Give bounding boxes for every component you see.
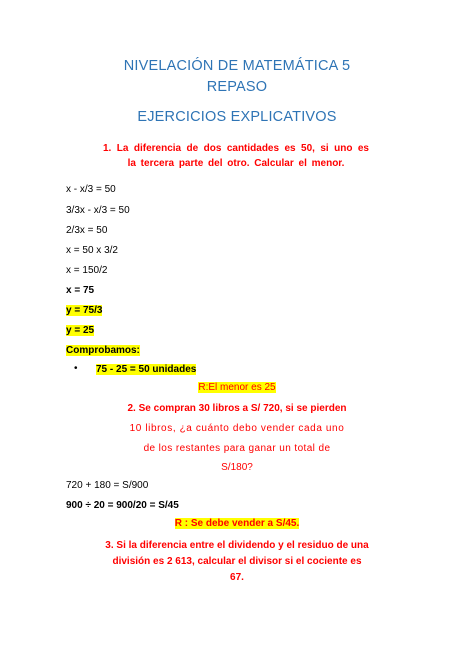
step-line: 3/3x - x/3 = 50 bbox=[66, 205, 130, 216]
document-subtitle: REPASO bbox=[206, 79, 268, 95]
problem-3-statement: 3. Si la diferencia entre el dividendo y el residuo de una división es 2 613, calcular el divisor si el cociente es 67. bbox=[105, 540, 369, 583]
problem-2-line: S/180? bbox=[221, 462, 253, 473]
step-line: x = 75 bbox=[66, 285, 95, 296]
answer-2-wrap bbox=[0, 518, 474, 529]
step-line: y = 75/3 bbox=[66, 305, 103, 316]
step-line: 900 ÷ 20 = 900/20 = S/45 bbox=[66, 500, 179, 511]
bullet-icon: • bbox=[74, 363, 78, 374]
problem-2-line bbox=[0, 403, 474, 414]
problem-2-line: de los restantes para ganar un total de bbox=[143, 443, 331, 454]
answer-2: R : Se debe vender a S/45. bbox=[174, 518, 300, 529]
highlighted-step bbox=[66, 325, 94, 336]
answer-1-wrap bbox=[0, 382, 474, 393]
check-item: 75 - 25 = 50 unidades bbox=[96, 364, 197, 375]
problem-2-text: 2. Se compran 30 libros a S/ 720, si se pierden bbox=[127, 403, 347, 414]
check-heading: Comprobamos: bbox=[66, 345, 140, 356]
answer-1: R:El menor es 25 bbox=[198, 382, 276, 393]
step-line: 2/3x = 50 bbox=[66, 225, 108, 236]
step-line: x - x/3 = 50 bbox=[66, 184, 116, 195]
section-heading: EJERCICIOS EXPLICATIVOS bbox=[137, 109, 337, 125]
step-line: x = 150/2 bbox=[66, 265, 108, 276]
check-heading-wrap bbox=[66, 345, 140, 356]
step-line: x = 50 x 3/2 bbox=[66, 245, 118, 256]
problem-2-line: 10 libros, ¿a cuánto debo vender cada uno bbox=[129, 423, 345, 434]
step-line: y = 25 bbox=[66, 325, 95, 336]
document-title: NIVELACIÓN DE MATEMÁTICA 5 bbox=[123, 58, 351, 74]
check-item-wrap bbox=[96, 364, 196, 375]
problem-1-statement: 1. La diferencia de dos cantidades es 50, si uno es la tercera parte del otro. Calcular el menor. bbox=[103, 143, 369, 169]
step-line: 720 + 180 = S/900 bbox=[66, 480, 149, 491]
highlighted-step bbox=[66, 305, 102, 316]
